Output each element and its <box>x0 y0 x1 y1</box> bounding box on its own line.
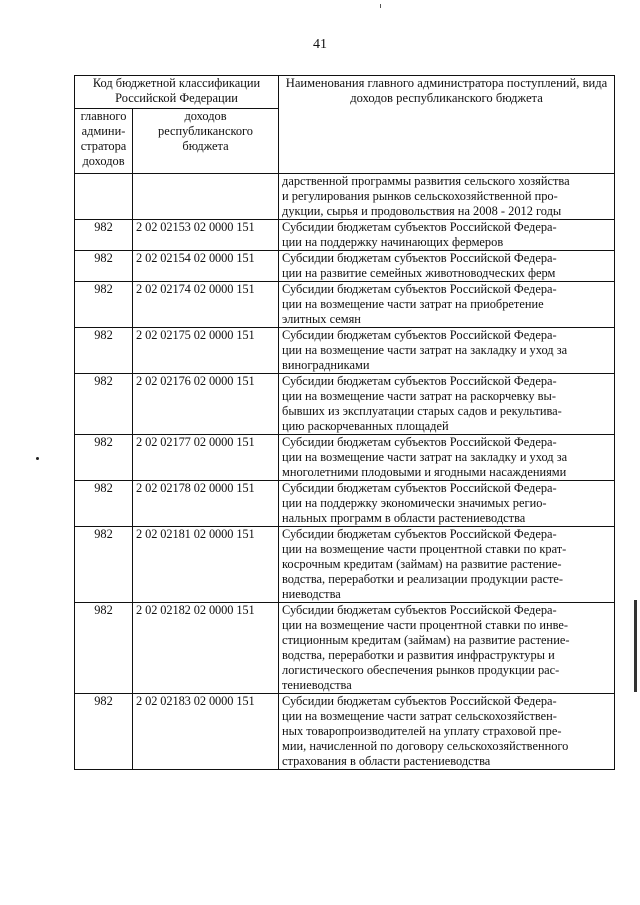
description-cell: Субсидии бюджетам субъектов Российской Федера- ции на развитие семейных животноводческих ферм <box>279 251 615 282</box>
table-row <box>75 220 615 251</box>
page-number: 41 <box>313 37 327 52</box>
income-code-cell: 2 02 02177 02 0000 151 <box>133 435 279 481</box>
description-cell: Субсидии бюджетам субъектов Российской Федера- ции на возмещение части процентной ставки по крат- косрочным кредитам (займам) на развитие растение- водства, переработки и реализации продукции расте- ниеводства <box>279 527 615 603</box>
description-cell: дарственной программы развития сельского хозяйства и регулирования рынков сельскохозяйственной про- дукции, сырья и продовольствия на 2008 - 2012 годы <box>279 174 615 220</box>
header-name-col: Наименования главного администратора поступлений, вида доходов республиканского бюджета <box>279 76 615 174</box>
admin-code-cell: 982 <box>75 694 133 770</box>
income-code-cell: 2 02 02154 02 0000 151 <box>133 251 279 282</box>
admin-code-cell: 982 <box>75 435 133 481</box>
admin-code-cell: 982 <box>75 374 133 435</box>
income-code-cell: 2 02 02153 02 0000 151 <box>133 220 279 251</box>
income-code-cell: 2 02 02178 02 0000 151 <box>133 481 279 527</box>
admin-code-cell: 982 <box>75 481 133 527</box>
table-row <box>75 251 615 282</box>
description-cell: Субсидии бюджетам субъектов Российской Федера- ции на возмещение части затрат на раскорчевку вы- бывших из эксплуатации старых садов и рекультива- цию раскорчеванных площадей <box>279 374 615 435</box>
description-cell: Субсидии бюджетам субъектов Российской Федера- ции на поддержку экономически значимых регио- нальных программ в области растениеводства <box>279 481 615 527</box>
admin-code-cell: 982 <box>75 527 133 603</box>
table-row <box>75 694 615 770</box>
table-row <box>75 374 615 435</box>
income-code-cell: 2 02 02176 02 0000 151 <box>133 374 279 435</box>
income-code-cell: 2 02 02174 02 0000 151 <box>133 282 279 328</box>
description-cell: Субсидии бюджетам субъектов Российской Федера- ции на возмещение части затрат на приобретение элитных семян <box>279 282 615 328</box>
description-cell: Субсидии бюджетам субъектов Российской Федера- ции на возмещение части затрат сельскохозяйствен- ных товаропроизводителей на уплату страховой пре- мии, начисленной по договору сельскохозяйственного страхования в области растениеводства <box>279 694 615 770</box>
table-row <box>75 603 615 694</box>
header-income-col: доходов республиканского бюджета <box>133 109 279 174</box>
table-row <box>75 174 615 220</box>
table-row <box>75 527 615 603</box>
table-row <box>75 435 615 481</box>
admin-code-cell <box>75 174 133 220</box>
table-row <box>75 481 615 527</box>
income-code-cell <box>133 174 279 220</box>
description-cell: Субсидии бюджетам субъектов Российской Федера- ции на возмещение части затрат на закладку и уход за многолетними плодовыми и ягодными насаждениями <box>279 435 615 481</box>
description-cell: Субсидии бюджетам субъектов Российской Федера- ции на возмещение части процентной ставки по инве- стиционным кредитам (займам) на развитие растение- водства, переработки и развития инфраструктуры и логистического обеспечения рынков продукции рас- тениеводства <box>279 603 615 694</box>
scan-artifact-tick <box>380 4 381 8</box>
admin-code-cell: 982 <box>75 328 133 374</box>
income-code-cell: 2 02 02182 02 0000 151 <box>133 603 279 694</box>
description-cell: Субсидии бюджетам субъектов Российской Федера- ции на поддержку начинающих фермеров <box>279 220 615 251</box>
table-row <box>75 328 615 374</box>
budget-classification-table <box>74 75 615 770</box>
admin-code-cell: 982 <box>75 220 133 251</box>
header-code-group: Код бюджетной классификации Российской Федерации <box>75 76 279 109</box>
scan-artifact-dot <box>36 457 39 460</box>
admin-code-cell: 982 <box>75 282 133 328</box>
income-code-cell: 2 02 02183 02 0000 151 <box>133 694 279 770</box>
header-admin-col: главного админи-стратора доходов <box>75 109 133 174</box>
admin-code-cell: 982 <box>75 603 133 694</box>
description-cell: Субсидии бюджетам субъектов Российской Федера- ции на возмещение части затрат на закладку и уход за виноградниками <box>279 328 615 374</box>
income-code-cell: 2 02 02175 02 0000 151 <box>133 328 279 374</box>
income-code-cell: 2 02 02181 02 0000 151 <box>133 527 279 603</box>
scan-artifact-edge <box>634 600 637 692</box>
table-row <box>75 282 615 328</box>
admin-code-cell: 982 <box>75 251 133 282</box>
